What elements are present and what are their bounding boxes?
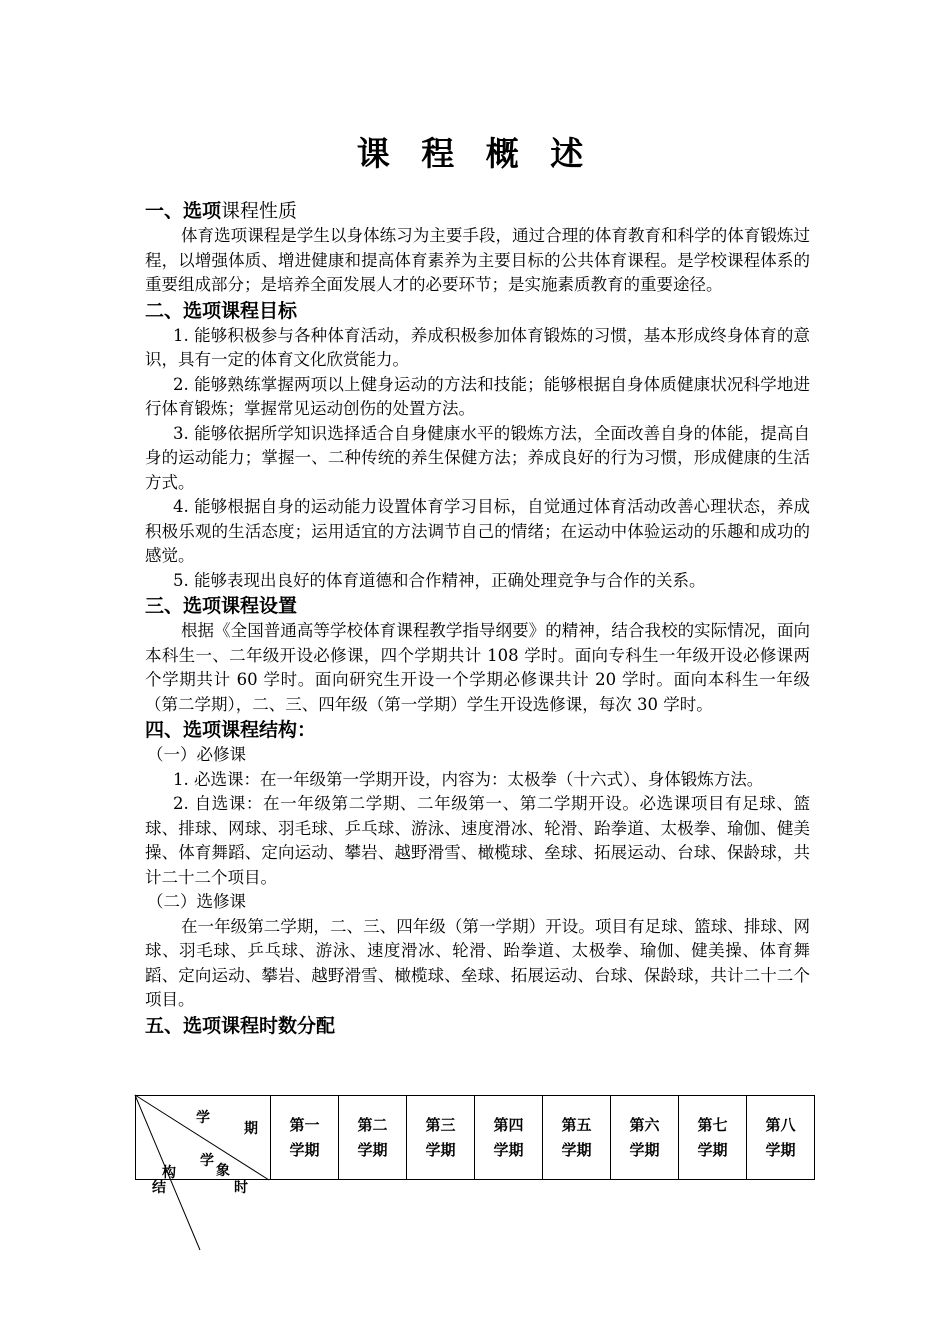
corner-label-xue2: 学 [200,1153,214,1169]
term-2-line2: 学期 [357,1140,388,1159]
section-1-heading-bold: 一、选项 [145,200,222,222]
term-6-line1: 第六 [629,1115,660,1134]
term-4-line2: 学期 [493,1140,524,1159]
corner-label-qi: 期 [244,1121,258,1137]
section-4-heading: 四、选项课程结构： [145,719,317,741]
section-3-body: 根据《全国普通高等学校体育课程教学指导纲要》的精神，结合我校的实际情况，面向本科生一、二年级开设必修课，四个学期共计 108 学时。面向专科生一年级开设必修课两个学期共计 60 学时。面向研究生开设一个学期必修课共计 20 学时。面向本科生一年级（第二学期），二、三、四年级（第一学期）学生开设选修课，每次 30 学时。 [145,621,810,714]
term-1-line1: 第一 [289,1115,320,1134]
term-5-line1: 第五 [561,1115,592,1134]
term-5-line2: 学期 [561,1140,592,1159]
corner-label-shi: 时 [234,1180,248,1196]
corner-label-xiang: 象 [216,1163,230,1179]
term-header-5 [543,1096,611,1180]
section-1-body: 体育选项课程是学生以身体练习为主要手段，通过合理的体育教育和科学的体育锻炼过程，以增强体质、增进健康和提高体育素养为主要目标的公共体育课程。是学校课程体系的重要组成部分；是培养全面发展人才的必要环节；是实施素质教育的重要途径。 [145,226,810,294]
term-header-3 [407,1096,475,1180]
term-7-line1: 第七 [697,1115,728,1134]
corner-label-jie: 结 [152,1180,166,1196]
document-body [145,198,810,1039]
term-6-line2: 学期 [629,1140,660,1159]
goal-item-4: 4. 能够根据自身的运动能力设置体育学习目标，自觉通过体育活动改善心理状态，养成积极乐观的生活态度；运用适宜的方法调节自己的情绪；在运动中体验运动的乐趣和成功的感觉。 [145,497,810,565]
goal-item-3: 3. 能够依据所学知识选择适合自身健康水平的锻炼方法，全面改善自身的体能，提高自身的运动能力；掌握一、二种传统的养生保健方法；养成良好的行为习惯，形成健康的生活方式。 [145,423,810,492]
term-header-2 [339,1096,407,1180]
goal-item-2: 2. 能够熟练掌握两项以上健身运动的方法和技能；能够根据自身体质健康状况科学地进行体育锻炼；掌握常见运动创伤的处置方法。 [145,374,810,418]
term-8-line2: 学期 [765,1140,796,1159]
page-title: 课 程 概 述 [356,134,594,173]
corner-label-xue: 学 [196,1110,210,1126]
section-5-heading: 五、选项课程时数分配 [145,1014,336,1037]
term-7-line2: 学期 [697,1140,728,1159]
term-3-line2: 学期 [425,1140,456,1159]
diagonal-line-1 [135,1095,269,1180]
elective-body: 在一年级第二学期，二、三、四年级（第一学期）开设。项目有足球、篮球、排球、网球、羽毛球、乒乓球、游泳、速度滑冰、轮滑、跆拳道、太极拳、瑜伽、健美操、体育舞蹈、定向运动、攀岩、越野滑雪、橄榄球、垒球、拓展运动、台球、保龄球，共计二十二个项目。 [145,916,810,1009]
required-item-1: 1. 必选课：在一年级第一学期开设，内容为：太极拳（十六式）、身体锻炼方法。 [173,769,764,789]
required-item-2: 2. 自选课：在一年级第二学期、二年级第一、第二学期开设。必选课项目有足球、篮球、排球、网球、羽毛球、乒乓球、游泳、速度滑冰、轮滑、跆拳道、太极拳、瑜伽、健美操、体育舞蹈、定向运动、攀岩、越野滑雪、橄榄球、垒球、拓展运动、台球、保龄球，共计二十二个项目。 [145,794,810,887]
section-2-heading: 二、选项课程目标 [145,299,298,322]
section-1-heading [145,198,810,224]
term-4-line1: 第四 [493,1115,524,1134]
term-header-4 [475,1096,543,1180]
term-3-line1: 第三 [425,1115,456,1134]
term-8-line1: 第八 [765,1115,796,1134]
diagonal-line-2 [135,1095,200,1250]
section-1-heading-rest: 课程性质 [221,200,298,222]
section-3-heading: 三、选项课程设置 [145,595,298,617]
corner-diagonal-lines [135,1095,275,1255]
term-2-line1: 第二 [357,1115,388,1134]
term-header-8 [747,1096,815,1180]
section-4-sub-required: （一）必修课 [147,745,246,764]
corner-label-gou: 构 [162,1165,176,1181]
term-1-line2: 学期 [289,1140,320,1159]
term-header-6 [611,1096,679,1180]
section-4-sub-elective: （二）选修课 [147,892,246,911]
term-header-7 [679,1096,747,1180]
goal-item-5: 5. 能够表现出良好的体育道德和合作精神，正确处理竞争与合作的关系。 [173,570,706,590]
term-header-1 [271,1096,339,1180]
goal-item-1: 1. 能够积极参与各种体育活动，养成积极参加体育锻炼的习惯，基本形成终身体育的意识，具有一定的体育文化欣赏能力。 [145,325,810,369]
